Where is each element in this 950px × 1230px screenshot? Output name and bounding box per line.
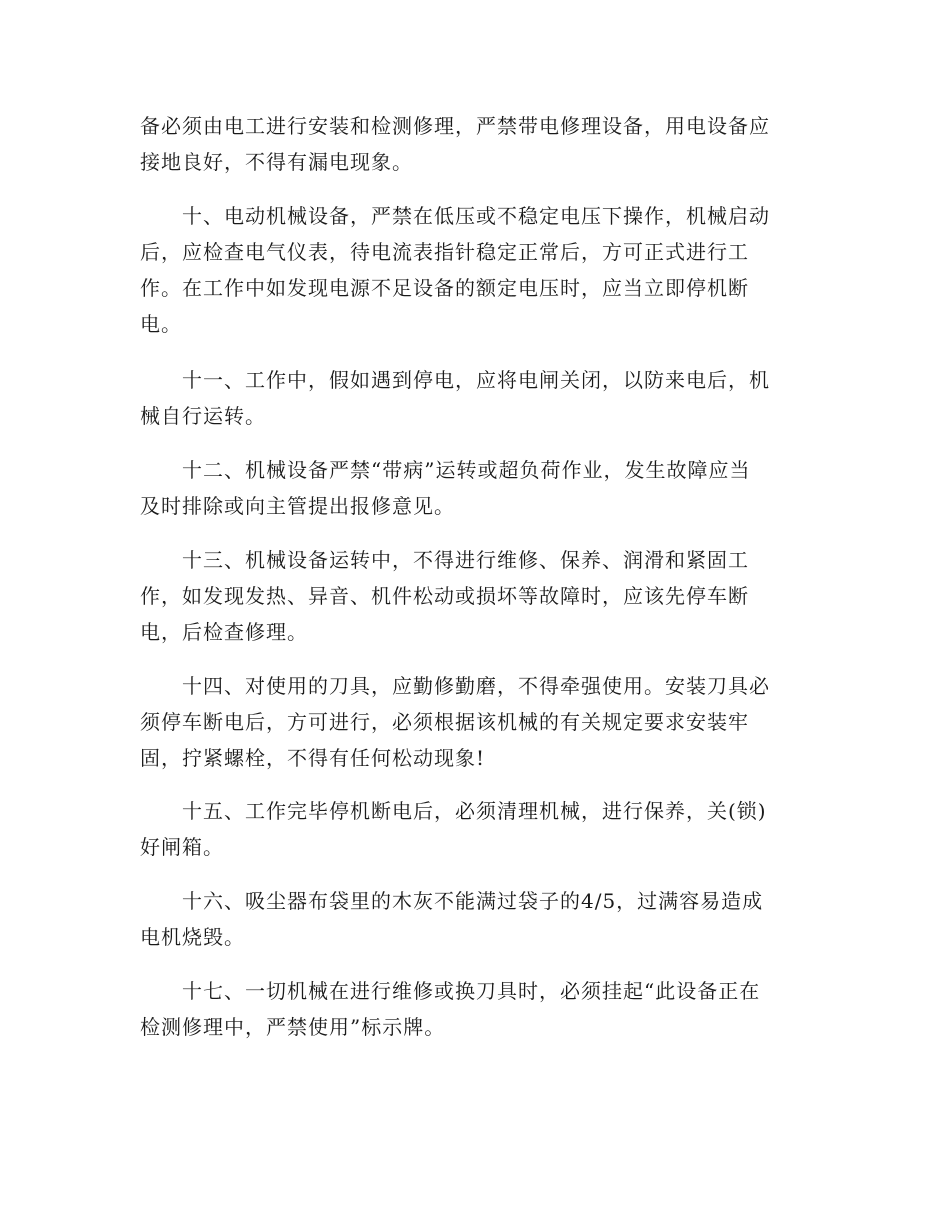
text-line: 十四、对使用的刀具，应勤修勤磨，不得牵强使用。安装刀具必 <box>140 674 770 698</box>
text-line: 电机烧毁。 <box>140 925 245 949</box>
text-line: 电。 <box>140 312 182 336</box>
text-line: 十六、吸尘器布袋里的木灰不能满过袋子的4/5，过满容易造成 <box>140 889 764 913</box>
paragraph-item-15 <box>140 793 820 865</box>
text-line: 电，后检查修理。 <box>140 620 308 644</box>
text-line: 作，如发现发热、异音、机件松动或损坏等故障时，应该先停车断 <box>140 584 749 608</box>
text-line: 十三、机械设备运转中，不得进行维修、保养、润滑和紧固工 <box>140 548 749 572</box>
text-line: 十七、一切机械在进行维修或换刀具时，必须挂起“此设备正在 <box>140 979 761 1003</box>
paragraph-item-17 <box>140 973 820 1045</box>
text-line: 接地良好，不得有漏电现象。 <box>140 150 413 174</box>
text-line: 后，应检查电气仪表，待电流表指针稳定正常后，方可正式进行工 <box>140 240 749 264</box>
text-line: 须停车断电后，方可进行，必须根据该机械的有关规定要求安装牢 <box>140 710 749 734</box>
text-line: 固，拧紧螺栓，不得有任何松动现象! <box>140 746 486 770</box>
paragraph-continuation <box>140 108 820 180</box>
text-line: 好闸箱。 <box>140 835 224 859</box>
text-line: 十二、机械设备严禁“带病”运转或超负荷作业，发生故障应当 <box>140 458 751 482</box>
text-line: 十五、工作完毕停机断电后，必须清理机械，进行保养，关(锁) <box>140 799 767 823</box>
paragraph-item-10 <box>140 198 820 342</box>
text-line: 检测修理中，严禁使用”标示牌。 <box>140 1015 446 1039</box>
paragraph-item-16 <box>140 883 820 955</box>
text-line: 作。在工作中如发现电源不足设备的额定电压时，应当立即停机断 <box>140 276 749 300</box>
text-line: 十、电动机械设备，严禁在低压或不稳定电压下操作，机械启动 <box>140 204 770 228</box>
paragraph-item-14 <box>140 668 820 776</box>
paragraph-item-13 <box>140 542 820 650</box>
paragraph-item-12 <box>140 452 820 524</box>
paragraph-item-11 <box>140 362 820 434</box>
text-line: 械自行运转。 <box>140 404 266 428</box>
text-line: 备必须由电工进行安装和检测修理，严禁带电修理设备，用电设备应 <box>140 114 770 138</box>
text-line: 十一、工作中，假如遇到停电，应将电闸关闭，以防来电后，机 <box>140 368 770 392</box>
text-line: 及时排除或向主管提出报修意见。 <box>140 494 455 518</box>
